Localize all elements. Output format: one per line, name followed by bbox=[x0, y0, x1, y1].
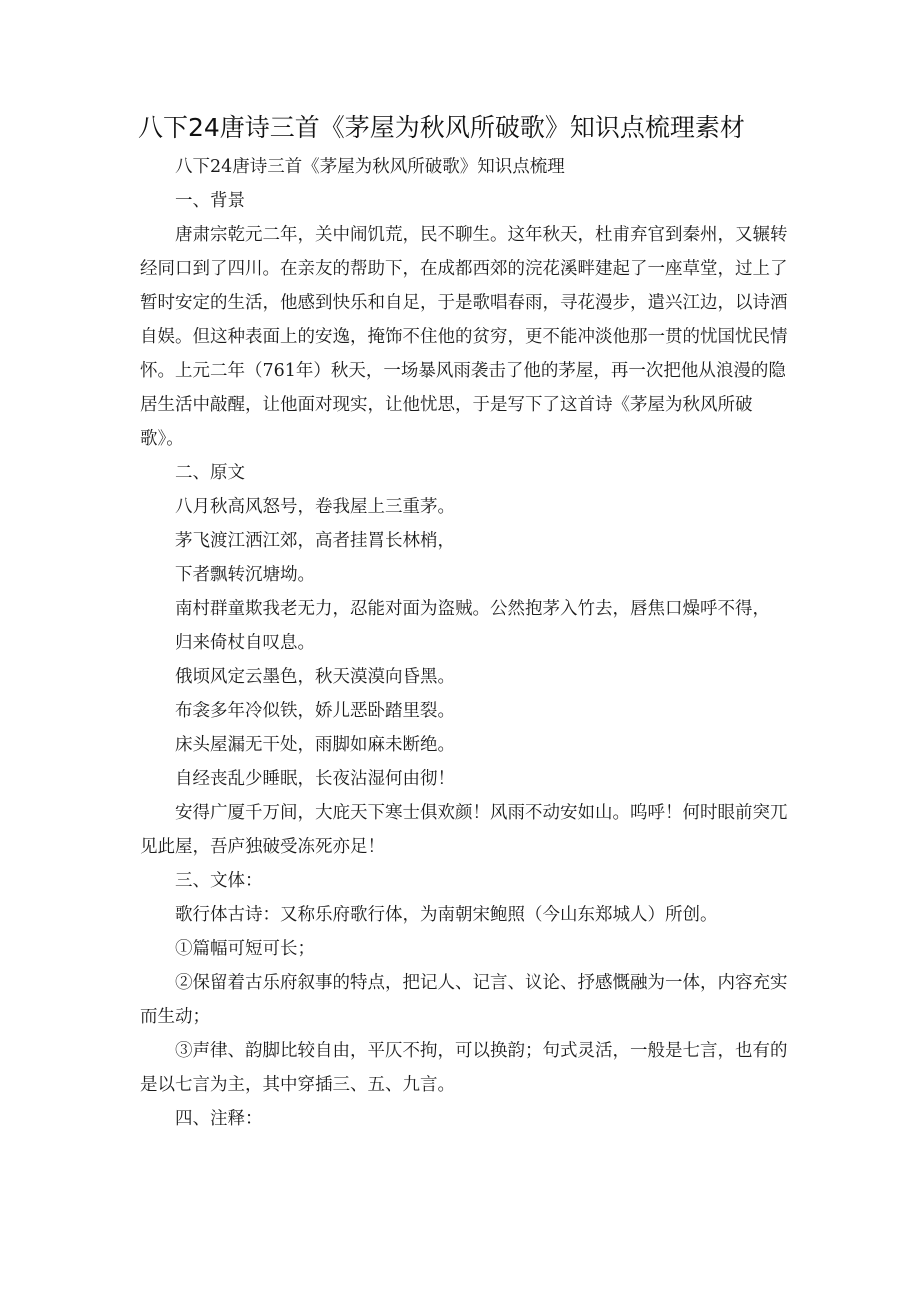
document-title: 八下24唐诗三首《茅屋为秋风所破歌》知识点梳理素材 bbox=[138, 113, 745, 142]
section-heading-genre: 三、文体： bbox=[175, 871, 263, 891]
poem-line: 南村群童欺我老无力，忍能对面为盗贼。公然抱茅入竹去，唇焦口燥呼不得， bbox=[175, 599, 770, 619]
poem-line: 自经丧乱少睡眠，长夜沾湿何由彻！ bbox=[175, 769, 455, 789]
section-heading-background: 一、背景 bbox=[175, 191, 245, 211]
genre-point: ③声律、韵脚比较自由，平仄不拘，可以换韵；句式灵活，一般是七言，也有的是以七言为主，其中穿插三、五、九言。 bbox=[140, 1041, 788, 1095]
poem-line: 八月秋高风怒号，卷我屋上三重茅。 bbox=[175, 497, 455, 517]
poem-line: 安得广厦千万间，大庇天下寒士俱欢颜！风雨不动安如山。呜呼！何时眼前突兀见此屋，吾庐独破受冻死亦足！ bbox=[140, 803, 788, 857]
poem-line: 床头屋漏无干处，雨脚如麻未断绝。 bbox=[175, 735, 455, 755]
poem-line: 下者飘转沉塘坳。 bbox=[175, 565, 315, 585]
genre-point: ①篇幅可短可长； bbox=[175, 939, 315, 959]
genre-point: ②保留着古乐府叙事的特点，把记人、记言、议论、抒感慨融为一体，内容充实而生动； bbox=[140, 973, 788, 1027]
section-heading-notes: 四、注释： bbox=[175, 1109, 263, 1129]
genre-intro: 歌行体古诗：又称乐府歌行体，为南朝宋鲍照（今山东郑城人）所创。 bbox=[175, 905, 718, 925]
poem-line: 茅飞渡江洒江郊，高者挂罥长林梢， bbox=[175, 531, 455, 551]
document-subtitle: 八下24唐诗三首《茅屋为秋风所破歌》知识点梳理 bbox=[175, 157, 565, 177]
poem-line: 归来倚杖自叹息。 bbox=[175, 633, 315, 653]
section-heading-original: 二、原文 bbox=[175, 463, 245, 483]
poem-line: 俄顷风定云墨色，秋天漠漠向昏黑。 bbox=[175, 667, 455, 687]
poem-line: 布衾多年冷似铁，娇儿恶卧踏里裂。 bbox=[175, 701, 455, 721]
document-body bbox=[140, 150, 790, 1136]
background-paragraph: 唐肃宗乾元二年，关中闹饥荒，民不聊生。这年秋天，杜甫弃官到秦州，又辗转经同口到了四川。在亲友的帮助下，在成都西郊的浣花溪畔建起了一座草堂，过上了暂时安定的生活，他感到快乐和自足，于是歌唱春雨，寻花漫步，遣兴江边，以诗酒自娱。但这种表面上的安逸，掩饰不住他的贫穷，更不能冲淡他那一贯的忧国忧民情怀。上元二年（761年）秋天，一场暴风雨袭击了他的茅屋，再一次把他从浪漫的隐居生活中敲醒，让他面对现实，让他忧思，于是写下了这首诗《茅屋为秋风所破歌》。 bbox=[140, 225, 788, 449]
